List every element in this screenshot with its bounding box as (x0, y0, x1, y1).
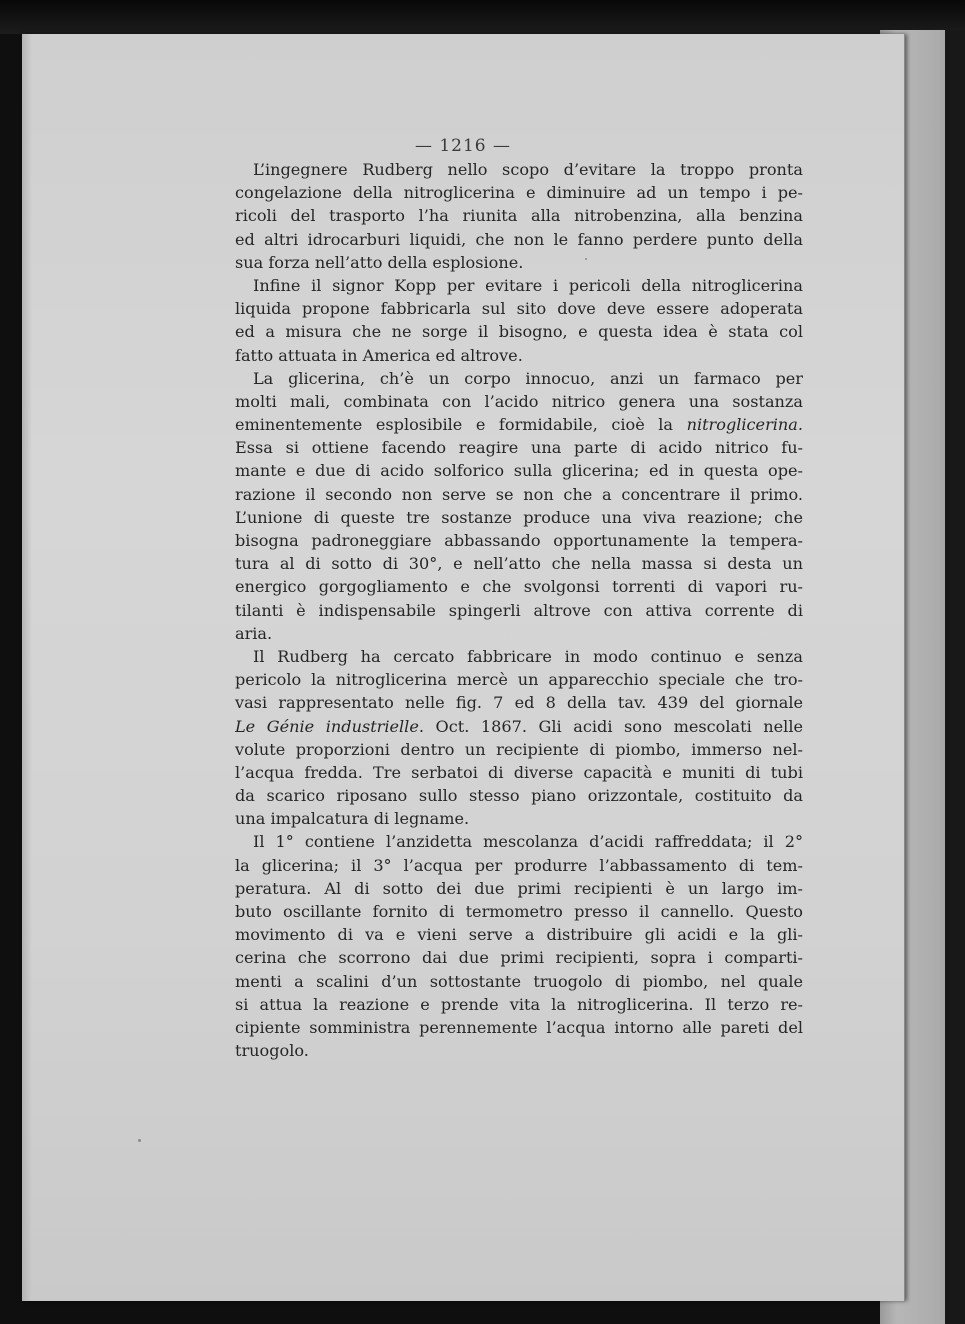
text-line (235, 645, 803, 668)
italic-term: nitroglicerina. (686, 415, 803, 435)
text-run: una impalcatura di legname. (235, 809, 470, 829)
text-line (235, 367, 803, 390)
text-run: mante e due di acido solforico sulla glicerina; ed in questa ope- (235, 461, 803, 481)
text-run: razione il secondo non serve se non che a concentrare il primo. (235, 484, 803, 504)
text-run: La glicerina, ch’è un corpo innocuo, anzi un farmaco per (253, 368, 803, 388)
text-line (235, 552, 803, 575)
italic-title: Le Génie industrielle (235, 716, 419, 736)
text-line (235, 274, 803, 297)
text-line (235, 668, 803, 691)
text-line (235, 854, 803, 877)
text-line (235, 436, 803, 459)
text-line (235, 761, 803, 784)
text-run: Il 1° contiene l’anzidetta mescolanza d’acidi raffreddata; il 2° (253, 832, 803, 852)
text-line (235, 622, 803, 645)
text-run: ed a misura che ne sorge il bisogno, e questa idea è stata col (235, 322, 803, 342)
text-line (235, 900, 803, 923)
scan-border-right (945, 30, 965, 1324)
text-line (235, 575, 803, 598)
text-run: energico gorgogliamento e che svolgonsi torrenti di vapori ru- (235, 577, 803, 597)
text-line (235, 970, 803, 993)
text-line (235, 228, 803, 251)
text-run: Il Rudberg ha cercato fabbricare in modo continuo e senza (253, 646, 803, 666)
text-run: tilanti è indispensabile spingerli altrove con attiva corrente di (235, 600, 803, 620)
text-run: da scarico riposano sullo stesso piano orizzontale, costituito da (235, 786, 803, 806)
text-run: molti mali, combinata con l’acido nitrico genera una sostanza (235, 391, 803, 411)
text-line (235, 784, 803, 807)
text-line (235, 830, 803, 853)
page-gutter-shadow (22, 34, 32, 1301)
text-line (235, 506, 803, 529)
text-run: aria. (235, 623, 273, 643)
text-line (235, 691, 803, 714)
text-line (235, 251, 803, 274)
text-run: truogolo. (235, 1041, 309, 1061)
text-line (235, 181, 803, 204)
text-run: Essa si ottiene facendo reagire una parte di acido nitrico fu- (235, 438, 803, 458)
text-run: L’ingegnere Rudberg nello scopo d’evitare la troppo pronta (253, 160, 803, 179)
text-run: buto oscillante fornito di termometro presso il cannello. Questo (235, 902, 803, 921)
text-line (235, 483, 803, 506)
text-run: ricoli del trasporto l’ha riunita alla nitrobenzina, alla benzina (235, 206, 803, 226)
text-run: Infine il signor Kopp per evitare i pericoli della nitroglicerina (253, 275, 803, 295)
text-run: ed altri idrocarburi liquidi, che non le fanno perdere punto della (235, 229, 803, 249)
page-number: — 1216 — (414, 136, 512, 156)
text-line (235, 204, 803, 227)
text-line (235, 923, 803, 946)
text-run: cipiente somministra perennemente l’acqua intorno alle pareti del (235, 1017, 803, 1037)
text-line (235, 738, 803, 761)
text-run: volute proporzioni dentro un recipiente di piombo, immerso nel- (235, 739, 803, 759)
text-line (235, 946, 803, 969)
text-run: si attua la reazione e prende vita la nitroglicerina. Il terzo re- (235, 994, 803, 1014)
text-line (235, 320, 803, 343)
paper-speck (138, 1139, 141, 1142)
text-run: tura al di sotto di 30°, e nell’atto che nella massa si desta un (235, 554, 803, 574)
text-line (235, 599, 803, 622)
text-run: sua forza nell’atto della esplosione. (235, 252, 524, 272)
text-run: l’acqua fredda. Tre serbatoi di diverse capacità e muniti di tubi (235, 762, 803, 782)
text-run: cerina che scorrono dai due primi recipienti, sopra i comparti- (235, 948, 803, 968)
text-line (235, 1039, 803, 1062)
text-run: . Oct. 1867. Gli acidi sono mescolati nelle (418, 716, 803, 736)
text-run: fatto attuata in America ed altrove. (235, 345, 523, 365)
text-run: movimento di va e vieni serve a distribuire gli acidi e la gli- (235, 925, 803, 945)
text-line (235, 1016, 803, 1039)
text-run: bisogna padroneggiare abbassando opportunamente la tempera- (235, 531, 803, 550)
text-run: liquida propone fabbricarla sul sito dove deve essere adoperata (235, 299, 803, 319)
text-run: congelazione della nitroglicerina e diminuire ad un tempo i pe- (235, 183, 803, 203)
text-run: vasi rappresentato nelle fig. 7 ed 8 della tav. 439 del giornale (235, 693, 803, 713)
text-line (235, 344, 803, 367)
text-line (235, 158, 803, 181)
text-line (235, 413, 803, 436)
text-run: pericolo la nitroglicerina mercè un apparecchio speciale che tro- (235, 670, 803, 690)
text-line (235, 297, 803, 320)
text-line (235, 993, 803, 1016)
body-text (235, 158, 803, 1062)
text-run: menti a scalini d’un sottostante truogolo di piombo, nel quale (235, 971, 803, 991)
text-line (235, 529, 803, 552)
text-line (235, 807, 803, 830)
text-run: la glicerina; il 3° l’acqua per produrre l’abbassamento di tem- (235, 855, 803, 875)
text-run: peratura. Al di sotto dei due primi recipienti è un largo im- (235, 878, 803, 898)
text-run: eminentemente esplosibile e formidabile, cioè la (235, 415, 687, 435)
text-line (235, 715, 803, 738)
text-line (235, 390, 803, 413)
text-line (235, 877, 803, 900)
scan-border-top (0, 0, 965, 34)
text-line (235, 459, 803, 482)
text-run: L’unione di queste tre sostanze produce una viva reazione; che (235, 507, 803, 527)
